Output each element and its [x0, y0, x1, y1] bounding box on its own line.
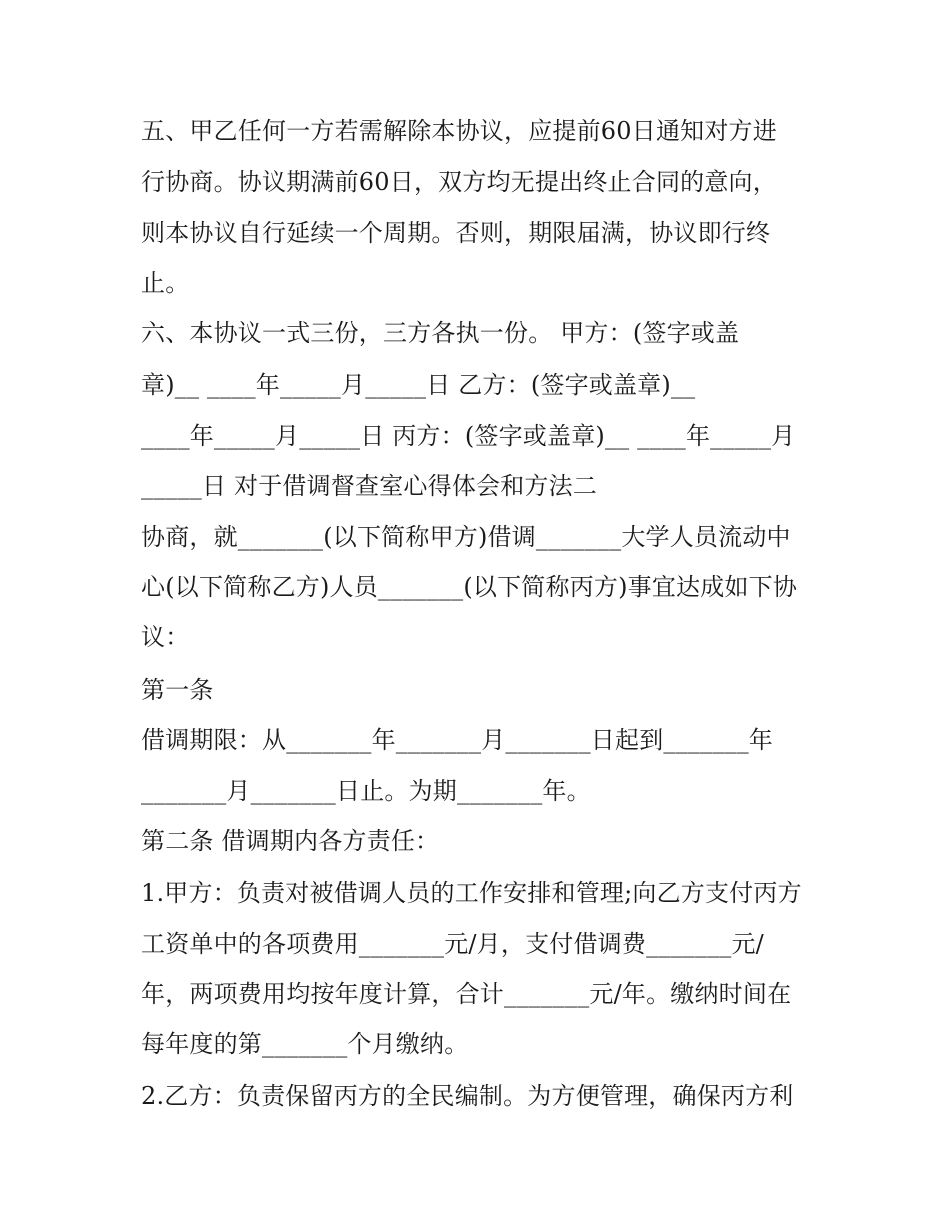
text-line: 心(以下简称乙方)人员_______(以下简称丙方)事宜达成如下协: [141, 573, 798, 601]
text-line: 年，两项费用均按年度计算，合计_______元/年。缴纳时间在: [141, 980, 792, 1008]
text-line: 止。: [141, 269, 190, 297]
text-line: 六、本协议一式三份，三方各执一份。 甲方：(签字或盖: [141, 319, 740, 347]
text-line: 工资单中的各项费用_______元/月，支付借调费_______元/: [141, 930, 764, 958]
text-line: _______月_______日止。为期_______年。: [141, 777, 591, 805]
text-line: 协商，就_______(以下简称甲方)借调_______大学人员流动中: [141, 523, 791, 551]
text-line: _____日 对于借调督查室心得体会和方法二: [141, 472, 598, 500]
text-line: 2.乙方：负责保留丙方的全民编制。为方便管理，确保丙方利: [141, 1082, 794, 1110]
text-line: 则本协议自行延续一个周期。否则，期限届满，协议即行终: [141, 219, 771, 247]
text-line: 每年度的第_______个月缴纳。: [141, 1030, 469, 1058]
text-line: 1.甲方：负责对被借调人员的工作安排和管理;向乙方支付丙方: [141, 879, 802, 907]
text-line: 借调期限：从_______年_______月_______日起到_______年: [141, 726, 773, 754]
text-line: 五、甲乙任何一方若需解除本协议，应提前60日通知对方进: [141, 117, 777, 145]
text-line: ____年_____月_____日 丙方：(签字或盖章)__ ____年_____月: [141, 422, 796, 450]
text-line: 行协商。协议期满前60日，双方均无提出终止合同的意向，: [141, 168, 777, 196]
text-line: 章)__ ____年_____月_____日 乙方：(签字或盖章)__: [141, 371, 696, 399]
text-line: 议：: [141, 623, 190, 651]
text-line: 第一条: [141, 676, 214, 704]
text-line: 第二条 借调期内各方责任：: [141, 827, 440, 855]
